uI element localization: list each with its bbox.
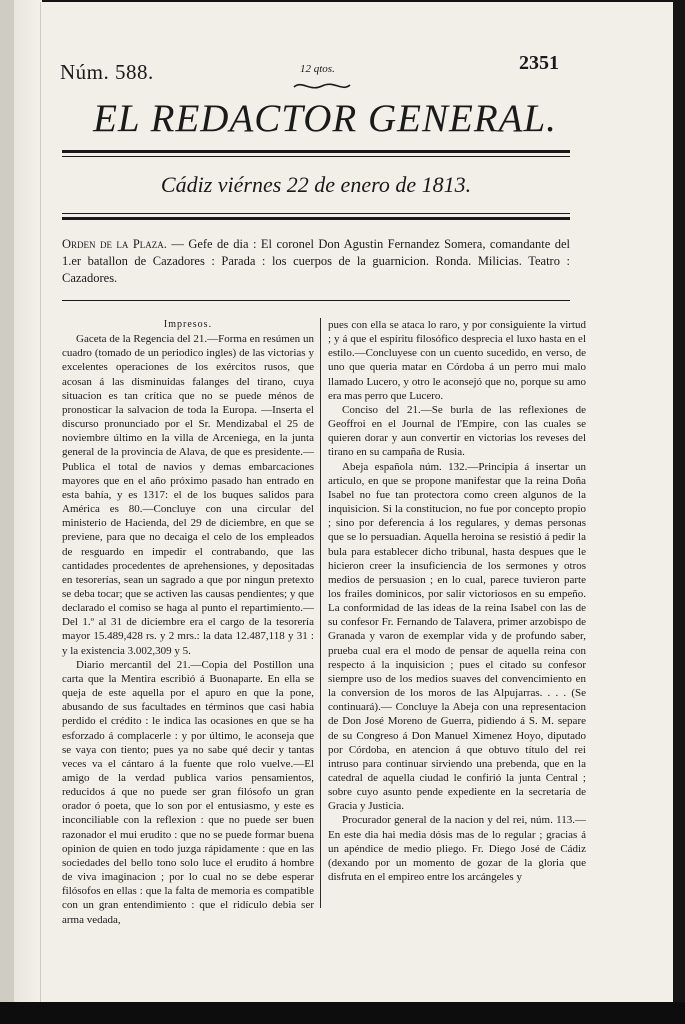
paragraph-conciso: Conciso del 21.—Se burla de las reflexiones de Geoffroi en el Journal de l'Empire, con las cuales se quieren dorar y aun convertir en victorias los reveses del tirano en su campaña de Rusia.: [328, 403, 586, 459]
orden-de-la-plaza: [62, 236, 570, 287]
issue-number: Núm. 588.: [60, 60, 154, 84]
masthead-rule-thick: [62, 150, 570, 153]
dateline: Cádiz viérnes 22 de enero de 1813.: [160, 172, 472, 197]
page-number: 2351: [519, 52, 559, 74]
right-column: [328, 318, 586, 884]
masthead-title: EL REDACTOR GENERAL.: [93, 97, 557, 140]
paragraph-continuation: pues con ella se ataca lo raro, y por consiguiente la virtud ; y á que el espíritu filosófico desprecia el luxo hasta en el estilo.—Concluyese con un cuento sucedido, en verso, de uno que queria matar en Córdoba á un perro mui malo llamado Lucero, y otro le aconsejó que no, porque su amo era mas perro que Lucero.: [328, 319, 586, 402]
scan-bottom-edge: [0, 1002, 685, 1024]
left-column: [62, 318, 314, 927]
paragraph-procurador: Procurador general de la nacion y del rei, núm. 113.—En este dia hai media dósis mas de lo regular ; gracias á un apéndice de medio pliego. Fr. Diego José de Cádiz (dexando por un momento de gozar de la gloria que disfruta en el empireo entre los arcángeles y: [328, 814, 586, 884]
column-divider: [320, 318, 321, 908]
flourish-ornament-icon: [292, 78, 352, 94]
paragraph-diario: Diario mercantil del 21.—Copia del Postillon una carta que la Mentira escribió á Buonaparte. En ella se queja de este aquella por el apuro en que la pone, abusando de sus facultades en términos que casi habia perdido el crédito : le indica las ocasiones en que se ha esforzado á complacerle : y por último, le aconseja que se vaya con tiento; pues ya no sabe qué decir y tantas veces va el cántaro á la fuente que rolo vuelve.—El amigo de la verdad publica varios pensamientos, reducidos á que no puede ser gran filósofo un gran orador ó poeta, que lo son por el entusiasmo, y este es inconciliable con la reflexion : que no puede ser buen razonador el mui erudito : que no se puede formar buena opinion de quien en todo juzga rápidamente : que en las sociedades del bello tono solo luce el erudito á hombre de viva imaginacion ; por lo cual no se debe esperar filósofos en ellas : que la falta de memoria es compatible con un gran entendimiento : que el ridículo debia ser arma vedada,: [62, 658, 314, 926]
orden-text: — Gefe de dia : El coronel Don Agustin Fernandez Somera, comandante del 1.er batallon de Cazadores : Parada : los cuerpos de la guarnicion. Ronda. Milicias. Teatro : Cazadores.: [62, 237, 571, 285]
dateline-rule-thick: [62, 217, 570, 220]
section-rule: [62, 300, 570, 301]
masthead-rule-thin: [62, 156, 570, 157]
page-gutter: [14, 0, 42, 1024]
paragraph-gaceta: Gaceta de la Regencia del 21.—Forma en resúmen un cuadro (tomado de un periodico ingles) de las victorias y excelentes operaciones de los exércitos rusos, que acosan á las disminuidas falanges del tirano, cuya situacion es tan crítica que no se puede ménos de pronosticar la salvacion de toda la Europa. —Inserta el discurso pronunciado por el Sr. Mendizabal el 25 de noviembre último en la villa de Arceniega, en la junta general de la provincia de Alava, de que es presidente.—Publica el total de navios y demas embarcaciones mayores que en el año próximo pasado han entrado en esta bahía, y es 1317: el de los buques salidos para América es 80.—Concluye con una circular del ministerio de Hacienda, del 29 de diciembre, en que se previene, para que no decaiga el celo de los empleados de resguardo en impedir el contrabando, que las cantidades procedentes de aprehensiones, y depositadas en tesorerías, sean un sagrado a que por ningun pretexto se deba tocar; que se activen las causas pendientes; y que declarado el comiso se haga al punto el repartimiento.— Del 1.º al 31 de diciembre era el cargo de la tesorería mayor 15.489,428 rs. y 2 mrs.: la data 12.487,118 y 31 : y la existencia 3.002,309 y 5.: [62, 333, 314, 657]
dateline-rule-thin: [62, 213, 570, 214]
section-heading-impresos: Impresos.: [163, 319, 213, 330]
folio-note: 12 qtos.: [300, 63, 335, 75]
book-spine-edge: [0, 0, 14, 1024]
orden-label: Orden de la Plaza.: [62, 237, 167, 251]
paragraph-abeja: Abeja española núm. 132.—Principia á insertar un articulo, en que se propone manifestar que la reina Doña Isabel no fue tan protectora como creen algunos de la inquisicion. Si la constitucion, no fue por concepto propio ; sino por deferencia á los regulares, y demas personas que se lo persuadian. Aquella heroina se resistió á pedir la bula para establecer dicho tribunal, hasta despues que le hicieron creer la insuficiencia de los sermones y otros medios de persuasion ; en lo cual, parece tuvieron parte los frailes dominicos, por salir victoriosos en su empeño. La conformidad de las ideas de la reina Isabel con las de su confesor Fr. Fernando de Talavera, primer arzobispo de Granada y varon de exemplar vida y de profundo saber, prueba cual era el modo de pensar de aquella reina con respecto á la inquisicion ; pues el citado su confesor siempre uso de los medios suaves del convencimiento en la conversion de los moros de las Alpujarras. . . . (Se continuará).— Concluye la Abeja con una representacion de Don José Moreno de Guerra, pidiendo á S. M. separe de su Congreso á Don Manuel Ximenez Hoyo, diputado por Córdoba, en atencion á que obtuvo título del rei intruso para continuar sirviendo una prebenda, que en la catedral de aquella ciudad le confirió la junta Central ; sobre cuyo asunto pende expediente en la secretaría de Gracia y Justicia.: [328, 460, 586, 813]
